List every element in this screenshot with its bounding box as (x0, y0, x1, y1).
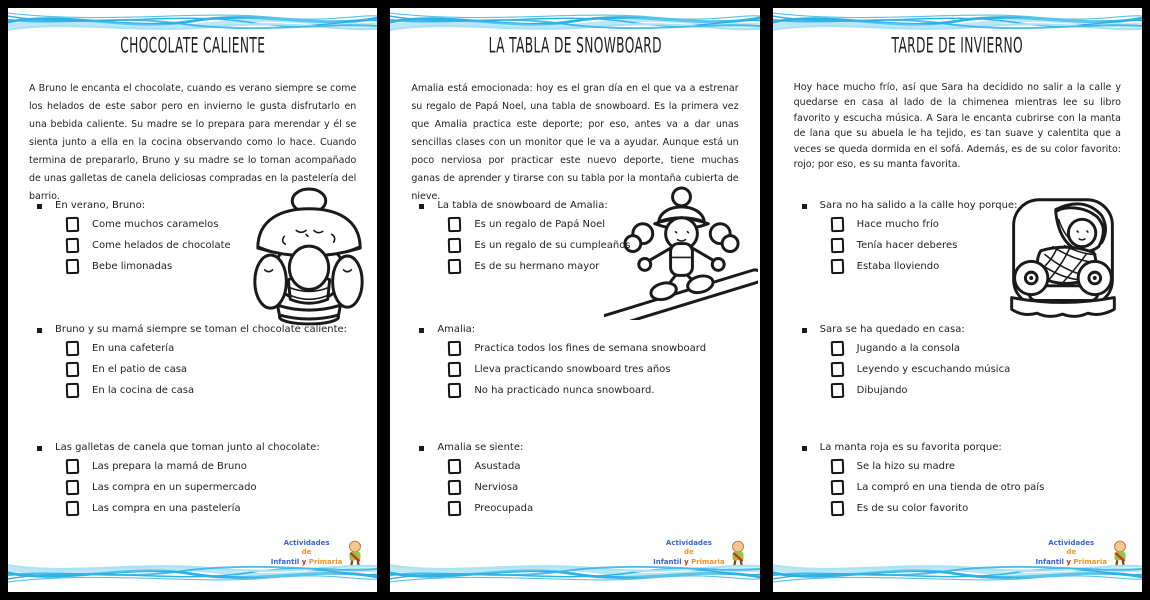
question-block-3 (29, 442, 371, 516)
answer-option (29, 341, 371, 356)
checkbox-icon (66, 217, 80, 232)
checkbox-icon (830, 459, 844, 474)
reading-passage: A Bruno le encanta el chocolate, cuando es verano siempre se come los helados de este sabor pero en invierno le gusta disfrutarlo en una bebida caliente. Su madre se lo prepara para merendar y él se sienta junto a ella en la cocina observando como lo hace. Cuando termina de prepararlo, Bruno y su madre se lo toman acompañado de unas galletas de canela deliciosas compradas en la pastelería del barrio. (29, 82, 357, 202)
option-label: Tenía hacer deberes (856, 240, 958, 251)
answer-option (29, 383, 371, 398)
answer-option (794, 383, 1136, 398)
option-label: En el patio de casa (92, 364, 188, 375)
option-label: Jugando a la consola (856, 343, 960, 354)
question-prompt: Las galletas de canela que toman junto al chocolate: (55, 442, 320, 453)
option-label: Las compra en un supermercado (92, 482, 257, 493)
option-label: Es de su color favorito (856, 503, 969, 514)
checkbox-icon (66, 459, 80, 474)
logo-line-2: de (1066, 548, 1077, 557)
question-block-1 (411, 200, 753, 274)
checkbox-icon (448, 480, 462, 495)
question-prompt: En verano, Bruno: (55, 200, 146, 211)
answer-option (411, 217, 753, 232)
bullet-icon (802, 204, 807, 209)
wave-border-top-icon (8, 8, 377, 34)
logo-line-3: Infantil y Primaria (270, 557, 343, 566)
wave-border-bottom-icon (8, 561, 377, 587)
option-label: Estaba lloviendo (856, 261, 940, 272)
checkbox-icon (448, 459, 462, 474)
question-block-2 (794, 324, 1136, 398)
logo-line-1: Actividades (665, 538, 712, 547)
reading-passage: Amalia está emocionada: hoy es el gran día en el que va a estrenar su regalo de Papá Noel, una tabla de snowboard. Es la primera vez que Amalia practica este deporte; por eso, antes va a dar unas sencillas clases con un monitor que le va a ayudar. Aunque está un poco nerviosa por practicar este nuevo deporte, tiene muchas ganas de aprender y tirarse con su tabla por la montaña cubierta de nieve. (411, 82, 739, 202)
option-label: Come muchos caramelos (92, 219, 219, 230)
checkbox-icon (830, 383, 844, 398)
question-block-2 (411, 324, 753, 398)
bullet-icon (419, 204, 424, 209)
logo-line-2: de (684, 548, 694, 557)
checkbox-icon (448, 501, 462, 516)
checkbox-icon (830, 259, 844, 274)
answer-option (794, 362, 1136, 377)
bullet-icon (419, 446, 424, 451)
option-label: La compró en una tienda de otro país (856, 482, 1045, 493)
page-title: TARDE DE INVIERNO (891, 33, 1024, 59)
logo-line-3: Infantil y Primaria (653, 557, 725, 566)
option-label: Es un regalo de Papá Noel (474, 219, 606, 230)
option-label: Leyendo y escuchando música (856, 364, 1011, 375)
answer-option (411, 459, 753, 474)
question-prompt: La manta roja es su favorita porque: (819, 442, 1002, 453)
answer-option (411, 238, 753, 253)
option-label: Dibujando (856, 385, 908, 396)
wave-border-top-icon (390, 8, 759, 34)
checkbox-icon (66, 383, 80, 398)
question-block-3 (794, 442, 1136, 516)
answer-option (794, 238, 1136, 253)
bullet-icon (37, 446, 42, 451)
worksheet-page-chocolate (8, 8, 377, 592)
checkbox-icon (66, 501, 80, 516)
checkbox-icon (448, 383, 462, 398)
option-label: En una cafetería (92, 343, 175, 354)
checkbox-icon (448, 362, 462, 377)
checkbox-icon (66, 238, 80, 253)
question-block-1 (29, 200, 371, 274)
answer-option (794, 259, 1136, 274)
answer-option (411, 480, 753, 495)
option-label: Se la hizo su madre (856, 461, 956, 472)
question-prompt: Bruno y su mamá siempre se toman el chocolate caliente: (55, 324, 348, 335)
option-label: Nerviosa (474, 482, 519, 493)
question-block-2 (29, 324, 371, 398)
option-label: Es de su hermano mayor (474, 261, 600, 272)
checkbox-icon (448, 217, 462, 232)
answer-option (411, 259, 753, 274)
bullet-icon (419, 328, 424, 333)
worksheet-page-snowboard (390, 8, 759, 592)
question-prompt: Sara se ha quedado en casa: (819, 324, 965, 335)
answer-option (29, 459, 371, 474)
option-label: Hace mucho frío (856, 219, 939, 230)
wave-border-bottom-icon (773, 561, 1142, 587)
bullet-icon (802, 446, 807, 451)
checkbox-icon (66, 362, 80, 377)
checkbox-icon (830, 480, 844, 495)
checkbox-icon (448, 341, 462, 356)
answer-option (411, 383, 753, 398)
answer-option (411, 362, 753, 377)
question-prompt: Amalia se siente: (437, 442, 524, 453)
question-block-1 (794, 200, 1136, 274)
answer-option (794, 501, 1136, 516)
answer-option (29, 362, 371, 377)
option-label: Es un regalo de su cumpleaños (474, 240, 631, 251)
option-label: En la cocina de casa (92, 385, 195, 396)
checkbox-icon (448, 238, 462, 253)
checkbox-icon (66, 480, 80, 495)
logo-line-1: Actividades (283, 538, 330, 547)
bullet-icon (802, 328, 807, 333)
answer-option (29, 480, 371, 495)
bullet-icon (37, 328, 42, 333)
logo-line-3: Infantil y Primaria (1035, 557, 1107, 566)
option-label: Bebe limonadas (92, 261, 173, 272)
answer-option (411, 341, 753, 356)
page-title: LA TABLA DE SNOWBOARD (488, 33, 662, 59)
option-label: Come helados de chocolate (92, 240, 231, 251)
checkbox-icon (448, 259, 462, 274)
option-label: Asustada (474, 461, 521, 472)
page-title: CHOCOLATE CALIENTE (120, 33, 266, 59)
option-label: Preocupada (474, 503, 534, 514)
option-label: Lleva practicando snowboard tres años (474, 364, 671, 375)
answer-option (411, 501, 753, 516)
checkbox-icon (830, 362, 844, 377)
worksheet-page-invierno (773, 8, 1142, 592)
checkbox-icon (66, 259, 80, 274)
logo-line-2: de (301, 548, 312, 557)
answer-option (794, 217, 1136, 232)
answer-option (794, 341, 1136, 356)
checkbox-icon (830, 217, 844, 232)
wave-border-bottom-icon (390, 561, 759, 587)
answer-option (29, 217, 371, 232)
wave-border-top-icon (773, 8, 1142, 34)
checkbox-icon (66, 341, 80, 356)
answer-option (794, 459, 1136, 474)
question-prompt: Sara no ha salido a la calle hoy porque: (819, 200, 1018, 211)
checkbox-icon (830, 341, 844, 356)
option-label: No ha practicado nunca snowboard. (474, 385, 655, 396)
bullet-icon (37, 204, 42, 209)
option-label: Las compra en una pastelería (92, 503, 241, 514)
answer-option (29, 259, 371, 274)
option-label: Practica todos los fines de semana snowboard (474, 343, 707, 354)
answer-option (29, 238, 371, 253)
question-block-3 (411, 442, 753, 516)
question-prompt: Amalia: (437, 324, 476, 335)
option-label: Las prepara la mamá de Bruno (92, 461, 247, 472)
reading-passage: Hoy hace mucho frío, así que Sara ha decidido no salir a la calle y quedarse en casa al lado de la chimenea mientras lee su libro favorito y escucha música. A Sara le encanta cubrirse con la manta de lana que su abuela le ha tejido, es tan suave y calentita que a veces se queda dormida en el sofá. Además, es de su color favorito: rojo; por eso, es su manta favorita. (793, 81, 1121, 171)
question-prompt: La tabla de snowboard de Amalia: (437, 200, 608, 211)
answer-option (794, 480, 1136, 495)
checkbox-icon (830, 238, 844, 253)
answer-option (29, 501, 371, 516)
logo-line-1: Actividades (1048, 538, 1095, 547)
checkbox-icon (830, 501, 844, 516)
